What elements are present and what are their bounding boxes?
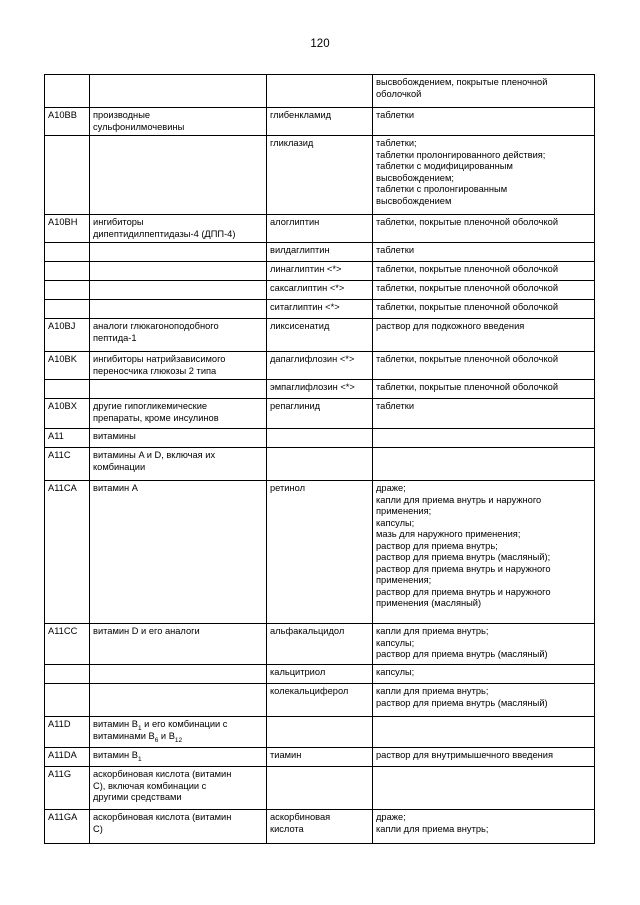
drug-name-cell xyxy=(267,717,373,748)
atc-code-cell: A10BK xyxy=(45,352,90,380)
anatomical-group-cell: аналоги глюкагоноподобного пептида-1 xyxy=(90,319,267,352)
table-row xyxy=(45,380,595,399)
atc-code-cell: A11CC xyxy=(45,624,90,665)
drug-name-cell: альфакальцидол xyxy=(267,624,373,665)
page-number: 120 xyxy=(310,38,330,50)
anatomical-group-cell: витамин $B_1$ и его комбинации с витаминами $B_6$ и $B_{12}$ xyxy=(90,717,267,748)
dosage-form-cell: раствор для подкожного введения xyxy=(373,319,595,352)
atc-code-cell: A11CA xyxy=(45,481,90,624)
atc-code-cell: A11D xyxy=(45,717,90,748)
medicines-table xyxy=(44,74,595,844)
dosage-form-cell: капсулы; xyxy=(373,665,595,684)
dosage-form-cell: раствор для внутримышечного введения xyxy=(373,748,595,767)
atc-code-cell: A10BH xyxy=(45,215,90,243)
drug-name-cell: кальцитриол xyxy=(267,665,373,684)
dosage-form-cell: капли для приема внутрь; капсулы; раствор для приема внутрь (масляный) xyxy=(373,624,595,665)
drug-name-cell: глибенкламид xyxy=(267,108,373,136)
table-row xyxy=(45,262,595,281)
atc-code-cell xyxy=(45,281,90,300)
atc-code-cell: A10BX xyxy=(45,399,90,429)
drug-name-cell: саксаглиптин <*> xyxy=(267,281,373,300)
table-row xyxy=(45,399,595,429)
anatomical-group-cell: ингибиторы дипептидилпептидазы-4 (ДПП-4) xyxy=(90,215,267,243)
table-row xyxy=(45,684,595,717)
drug-name-cell xyxy=(267,448,373,481)
drug-name-cell: аскорбиновая кислота xyxy=(267,810,373,844)
atc-code-cell: A11C xyxy=(45,448,90,481)
anatomical-group-cell: аскорбиновая кислота (витамин C) xyxy=(90,810,267,844)
anatomical-group-cell xyxy=(90,300,267,319)
anatomical-group-cell xyxy=(90,136,267,215)
table-row xyxy=(45,748,595,767)
dosage-form-cell: таблетки; таблетки пролонгированного действия; таблетки с модифицированным высвобождением; таблетки с пролонгированным высвобождением xyxy=(373,136,595,215)
drug-name-cell: алоглиптин xyxy=(267,215,373,243)
table-row xyxy=(45,215,595,243)
anatomical-group-cell: ингибиторы натрийзависимого переносчика глюкозы 2 типа xyxy=(90,352,267,380)
atc-code-cell: A10BB xyxy=(45,108,90,136)
anatomical-group-cell: витамины A и D, включая их комбинации xyxy=(90,448,267,481)
dosage-form-cell: таблетки, покрытые пленочной оболочкой xyxy=(373,281,595,300)
dosage-form-cell: таблетки, покрытые пленочной оболочкой xyxy=(373,215,595,243)
table-row xyxy=(45,767,595,810)
drug-name-cell: линаглиптин <*> xyxy=(267,262,373,281)
anatomical-group-cell: другие гипогликемические препараты, кроме инсулинов xyxy=(90,399,267,429)
table-row xyxy=(45,810,595,844)
dosage-form-cell: высвобождением, покрытые пленочной оболочкой xyxy=(373,75,595,108)
table-row xyxy=(45,136,595,215)
atc-code-cell xyxy=(45,75,90,108)
drug-name-cell xyxy=(267,75,373,108)
table-row xyxy=(45,429,595,448)
table-row xyxy=(45,281,595,300)
dosage-form-cell: таблетки, покрытые пленочной оболочкой xyxy=(373,352,595,380)
drug-name-cell: вилдаглиптин xyxy=(267,243,373,262)
anatomical-group-cell xyxy=(90,243,267,262)
table-row xyxy=(45,665,595,684)
anatomical-group-cell xyxy=(90,262,267,281)
dosage-form-cell: таблетки, покрытые пленочной оболочкой xyxy=(373,262,595,281)
anatomical-group-cell: витамины xyxy=(90,429,267,448)
anatomical-group-cell: витамин $B_1$ xyxy=(90,748,267,767)
table-row xyxy=(45,108,595,136)
anatomical-group-cell xyxy=(90,684,267,717)
dosage-form-cell: таблетки, покрытые пленочной оболочкой xyxy=(373,300,595,319)
dosage-form-cell: таблетки xyxy=(373,399,595,429)
table-row xyxy=(45,243,595,262)
drug-name-cell xyxy=(267,767,373,810)
drug-name-cell: эмпаглифлозин <*> xyxy=(267,380,373,399)
table-row xyxy=(45,481,595,624)
anatomical-group-cell xyxy=(90,665,267,684)
dosage-form-cell: драже; капли для приема внутрь и наружного применения; капсулы; мазь для наружного применения; раствор для приема внутрь; раствор для приема внутрь (масляный); раствор для приема внутрь и наружного применения; раствор для приема внутрь и наружного применения (масляный) xyxy=(373,481,595,624)
atc-code-cell: A10BJ xyxy=(45,319,90,352)
drug-name-cell: гликлазид xyxy=(267,136,373,215)
atc-code-cell xyxy=(45,243,90,262)
dosage-form-cell: таблетки, покрытые пленочной оболочкой xyxy=(373,380,595,399)
table-row xyxy=(45,75,595,108)
table-row xyxy=(45,300,595,319)
drug-name-cell: ситаглиптин <*> xyxy=(267,300,373,319)
table-row xyxy=(45,319,595,352)
drug-name-cell: ликсисенатид xyxy=(267,319,373,352)
dosage-form-cell xyxy=(373,717,595,748)
anatomical-group-cell xyxy=(90,75,267,108)
atc-code-cell: A11GA xyxy=(45,810,90,844)
dosage-form-cell: таблетки xyxy=(373,243,595,262)
atc-code-cell xyxy=(45,262,90,281)
drug-name-cell: колекальциферол xyxy=(267,684,373,717)
anatomical-group-cell: витамин A xyxy=(90,481,267,624)
drug-name-cell: тиамин xyxy=(267,748,373,767)
atc-code-cell: A11DA xyxy=(45,748,90,767)
dosage-form-cell: капли для приема внутрь; раствор для приема внутрь (масляный) xyxy=(373,684,595,717)
anatomical-group-cell: аскорбиновая кислота (витамин C), включая комбинации с другими средствами xyxy=(90,767,267,810)
atc-code-cell xyxy=(45,684,90,717)
anatomical-group-cell xyxy=(90,281,267,300)
atc-code-cell xyxy=(45,665,90,684)
dosage-form-cell xyxy=(373,429,595,448)
atc-code-cell xyxy=(45,380,90,399)
drug-name-cell xyxy=(267,429,373,448)
drug-name-cell: ретинол xyxy=(267,481,373,624)
table-row xyxy=(45,624,595,665)
atc-code-cell xyxy=(45,136,90,215)
atc-code-cell: A11G xyxy=(45,767,90,810)
medicines-table-body xyxy=(45,75,595,844)
dosage-form-cell: таблетки xyxy=(373,108,595,136)
anatomical-group-cell: витамин D и его аналоги xyxy=(90,624,267,665)
drug-name-cell: репаглинид xyxy=(267,399,373,429)
anatomical-group-cell: производные сульфонилмочевины xyxy=(90,108,267,136)
dosage-form-cell: драже; капли для приема внутрь; xyxy=(373,810,595,844)
atc-code-cell xyxy=(45,300,90,319)
table-row xyxy=(45,352,595,380)
table-row xyxy=(45,448,595,481)
atc-code-cell: A11 xyxy=(45,429,90,448)
drug-name-cell: дапаглифлозин <*> xyxy=(267,352,373,380)
anatomical-group-cell xyxy=(90,380,267,399)
dosage-form-cell xyxy=(373,448,595,481)
table-row xyxy=(45,717,595,748)
dosage-form-cell xyxy=(373,767,595,810)
